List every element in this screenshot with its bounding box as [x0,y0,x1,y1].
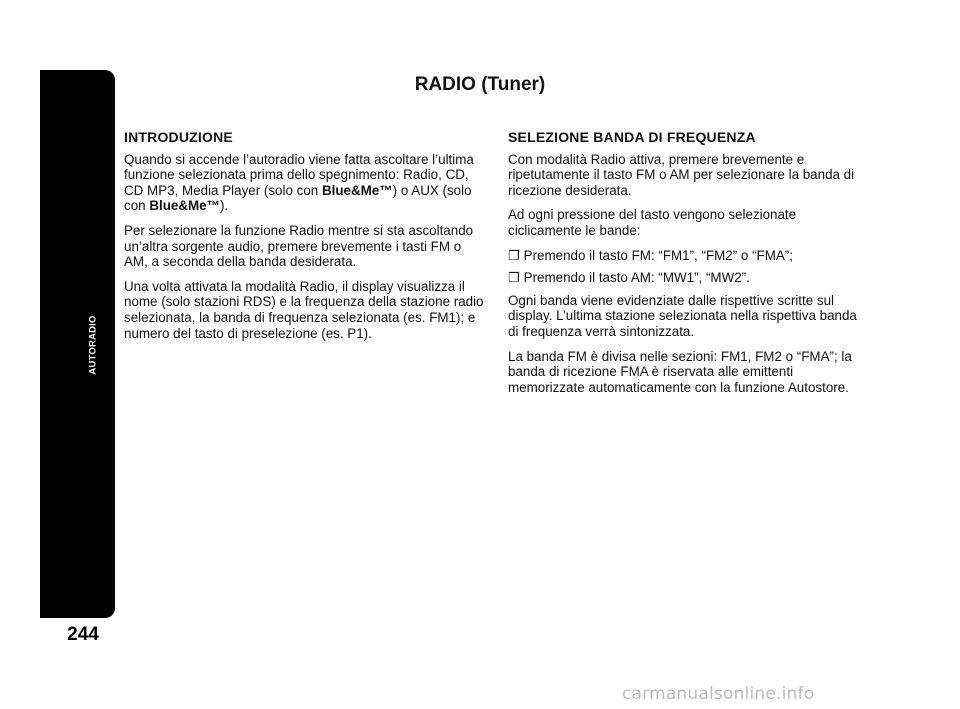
section-tab-label: AUTORADIO [87,315,99,375]
intro-paragraph-2: Per selezionare la funzione Radio mentre si sta ascoltando un’altra sorgente audio, premere brevemente i tasti FM o AM, a seconda della banda desiderata. [124,222,474,270]
left-column [124,130,484,350]
list-item: ❒ Premendo il tasto FM: “FM1”, “FM2” o “FMA”; [508,247,793,263]
site-watermark: carmanualsonline.info [622,684,815,704]
list-item: ❒ Premendo il tasto AM: “MW1”, “MW2”. [508,270,750,286]
bluetooth-brand: Blue&Me™ [321,182,393,198]
band-paragraph-1: Con modalità Radio attiva, premere brevemente e ripetutamente il tasto FM o AM per selezionare la banda di ricezione desiderata. [508,151,855,198]
band-paragraph-4: La banda FM è divisa nelle sezioni: FM1, FM2 o “FMA”; la banda di ricezione FMA è riservata alle emittenti memorizzate automaticamente con la funzione Autostore. [508,348,852,395]
introduzione-heading: INTRODUZIONE [124,129,233,145]
band-paragraph-3: Ogni banda viene evidenziate dalle rispettive scritte sul display. L’ultima stazione selezionata nella rispettiva banda di frequenza verrà sintonizzata. [508,292,857,339]
checkbox-bullet-icon: ❒ [508,247,520,263]
section-side-tab [40,70,115,618]
checkbox-bullet-icon: ❒ [508,270,520,286]
band-paragraph-2: Ad ogni pressione del tasto vengono selezionate ciclicamente le bande: [508,207,797,238]
bluetooth-brand: Blue&Me™ [149,198,220,214]
selezione-banda-heading: SELEZIONE BANDA DI FREQUENZA [508,129,756,145]
intro-paragraph-1: Quando si accende l’autoradio viene fatta ascoltare l’ultima funzione selezionata prima dello spegnimento: Radio, CD, CD MP3, Media Player (solo con Blue&Me™) o AUX (solo con Blue&Me™). [124,151,474,214]
intro-paragraph-3: Una volta attivata la modalità Radio, il display visualizza il nome (solo stazioni RDS) e la frequenza della stazione radio selezionata, la banda di frequenza selezionata (es. FM1); e numero del tasto di preselezione (es. P1). [124,278,484,341]
right-column [508,130,868,404]
page-title: RADIO (Tuner) [414,74,546,95]
page-number: 244 [67,624,99,645]
